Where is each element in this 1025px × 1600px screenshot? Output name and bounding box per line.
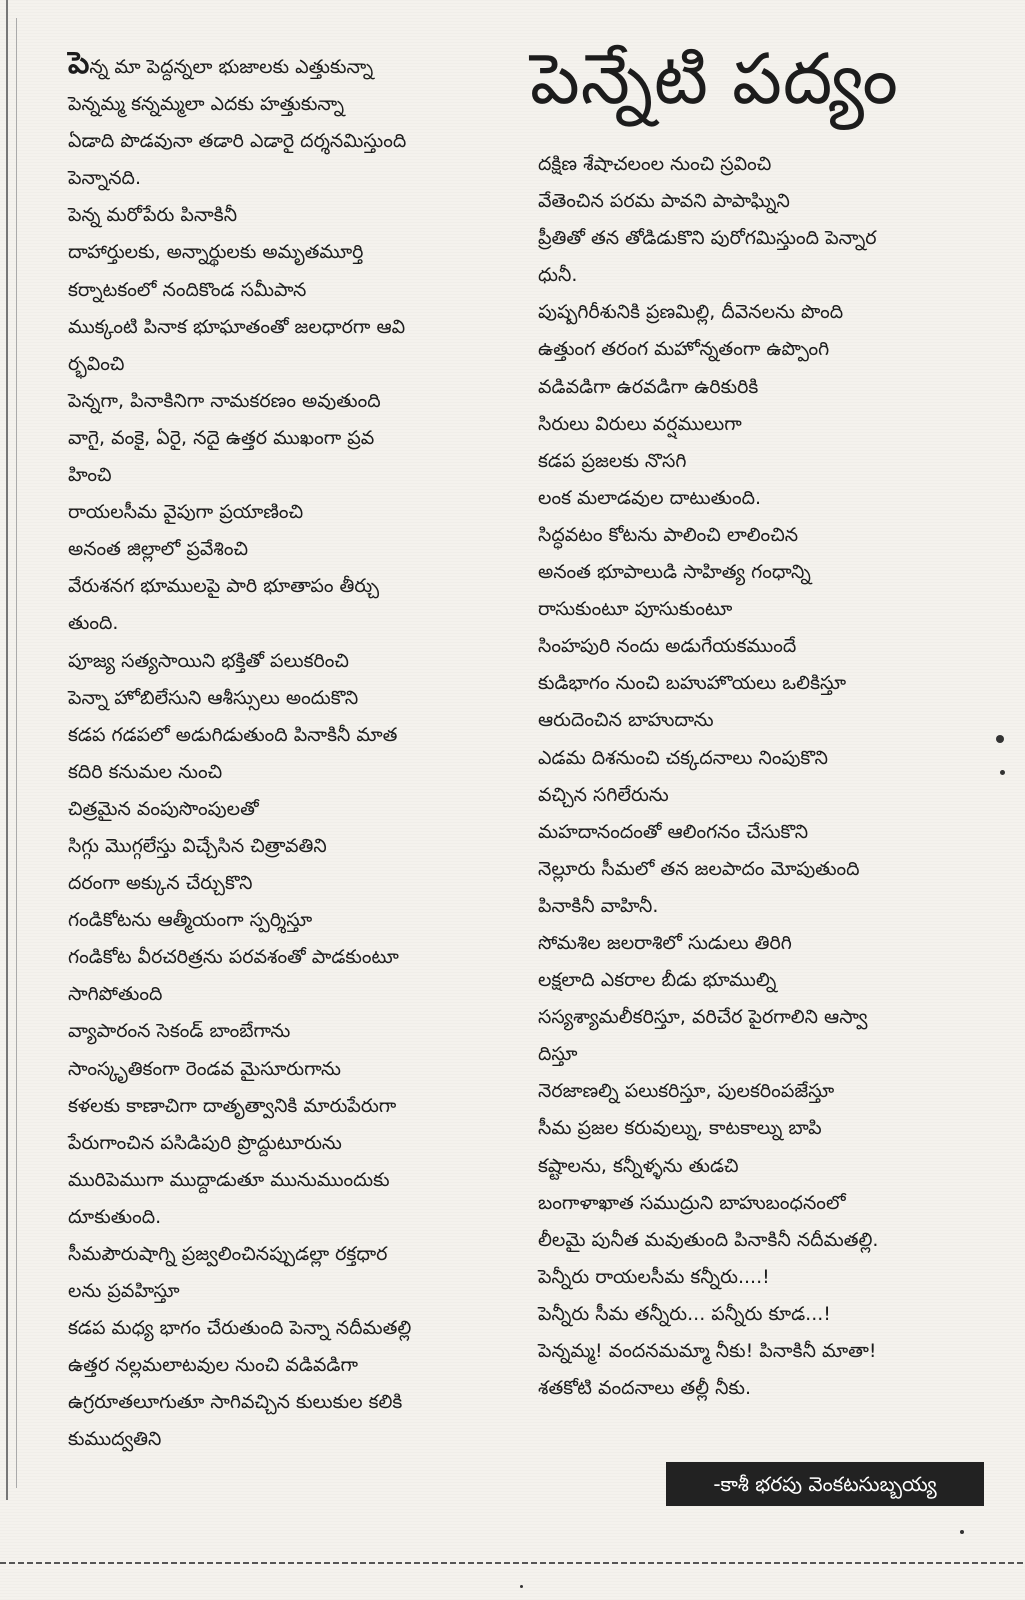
poem-line: సాంస్కృతికంగా రెండవ మైసూరుగాను	[68, 1057, 341, 1080]
poem-line: పెన్నమ్మ కన్నమ్మలా ఎదకు హత్తుకున్నా	[68, 93, 345, 116]
poem-line: పినాకినీ వాహినీ.	[538, 894, 659, 917]
poem-line: వేతెంచిన పరమ పావని పాపాఘ్నిని	[538, 190, 790, 213]
poem-line: కళలకు కాణాచిగా దాతృత్వానికి మారుపేరుగా	[68, 1094, 397, 1117]
poem-line: పెన్నా హోబిలేసుని ఆశీస్సులు అందుకొని	[68, 686, 359, 709]
poem-line: ఉత్తుంగ తరంగ మహోన్నతంగా ఉప్పొంగి	[538, 338, 830, 361]
poem-line: పెన్నీరు రాయలసీమ కన్నీరు....!	[538, 1265, 770, 1288]
poem-line: వ్యాపారంన సెకండ్ బాంబేగాను	[68, 1020, 291, 1043]
poem-line: ఏడాది పొడవునా తడారి ఎడారై దర్శనమిస్తుంది	[68, 130, 407, 153]
poem-line: హించి	[68, 464, 112, 487]
poem-line: తుంది.	[68, 612, 119, 635]
poem-line: ఎడమ దిశనుంచి చక్కదనాలు నింపుకొని	[538, 746, 828, 769]
poem-line: సాగిపోతుంది	[68, 983, 163, 1006]
poem-line: ర్భవించి	[68, 352, 125, 375]
print-speck	[996, 735, 1004, 743]
article-title: పెన్నేటి పద్యం	[530, 38, 899, 120]
poem-line: కడప మధ్య భాగం చేరుతుంది పెన్నా నదీమతల్లి	[68, 1317, 412, 1340]
poem-line: సస్యశ్యామలీకరిస్తూ, వరిచేర పైరగాలిని ఆస్వా	[538, 1006, 868, 1029]
poem-first-line	[68, 45, 518, 86]
poem-line: సీమపౌరుషాగ్ని ప్రజ్వలించినప్పుడల్లా రక్తధార	[68, 1243, 388, 1265]
poem-line: లంక మలాడవుల దాటుతుంది.	[538, 486, 762, 509]
poem-line: శతకోటి వందనాలు తల్లీ నీకు.	[538, 1377, 752, 1400]
poem-line: ధునీ.	[538, 264, 578, 287]
poem-line: బంగాళాఖాత సముద్రుని బాహుబంధనంలో	[538, 1191, 846, 1214]
poem-line: కుముద్వతిని	[68, 1428, 162, 1451]
poem-line: ఉగ్రరూతలూగుతూ సాగివచ్చిన కులుకుల కలికి	[68, 1391, 403, 1414]
poem-line: పూజ్య సత్యసాయిని భక్తితో పలుకరించి	[68, 649, 349, 672]
poem-line: పేరుగాంచిన పసిడిపురి ప్రొద్దుటూరును	[68, 1131, 342, 1154]
poem-line: కుడిభాగం నుంచి బహుహొయలు ఒలికిస్తూ	[538, 672, 847, 695]
poem-line: పెన్న మరోపేరు పినాకినీ	[68, 204, 238, 227]
poem-line: దక్షిణ శేషాచలంల నుంచి స్రవించి	[538, 153, 772, 175]
bottom-divider	[0, 1562, 1025, 1564]
poem-line: కర్నాటకంలో నందికొండ సమీపాన	[68, 278, 307, 301]
poem-line: లీలమై పునీత మవుతుంది పినాకినీ నదీమతల్లి.	[538, 1228, 879, 1251]
poem-line: ఉత్తర నల్లమలాటవుల నుంచి వడివడిగా	[68, 1354, 358, 1377]
drop-cap: పె	[68, 46, 90, 81]
poem-line: రాయలసీమ వైపుగా ప్రయాణించి	[68, 501, 304, 524]
poem-line: వాగై, వంకై, ఏరై, నదై ఉత్తర ముఖంగా ప్రవ	[68, 426, 375, 449]
poem-lines-right	[538, 146, 988, 1407]
poem-line: వడివడిగా ఉరవడిగా ఉరికురికి	[538, 375, 759, 398]
poem-line: పెన్నగా, పినాకినిగా నామకరణం అవుతుంది	[68, 389, 381, 412]
poem-line: లను ప్రవహిస్తూ	[68, 1280, 180, 1303]
poem-line: సిరులు విరులు వర్షములుగా	[538, 412, 742, 435]
poem-line: కదిరి కనుమల నుంచి	[68, 760, 223, 783]
poem-line: ముక్కంటి పినాక భూఘాతంతో జలధారగా ఆవి	[68, 315, 406, 338]
column-rule-inner	[16, 18, 17, 1488]
poem-line: దరంగా అక్కున చేర్చుకొని	[68, 872, 253, 895]
poem-line: నెరజాణల్ని పలుకరిస్తూ, పులకరింపజేస్తూ	[538, 1080, 835, 1103]
poem-line: మురిపెముగా ముద్దాడుతూ మునుముందుకు	[68, 1168, 390, 1191]
poem-line: గండికోటను ఆత్మీయంగా స్పర్శిస్తూ	[68, 909, 313, 932]
poem-line: పెన్నానది.	[68, 167, 141, 190]
poem-line: రాసుకుంటూ పూసుకుంటూ	[538, 598, 733, 621]
poem-column-left	[68, 45, 518, 1459]
poem-line: సింహపురి నందు అడుగేయకముందే	[538, 635, 797, 658]
poem-line: ప్రీతితో తన తోడిడుకొని పురోగమిస్తుంది పెన్నార	[538, 227, 877, 250]
poem-line: నెల్లూరు సీమలో తన జలపాదం మోపుతుంది	[538, 857, 860, 880]
poem-line: సీమ ప్రజల కరువుల్ను, కాటకాల్ను బాపి	[538, 1117, 822, 1140]
poem-line: సిద్ధవటం కోటను పాలించి లాలించిన	[538, 523, 799, 546]
poem-line: దాహార్తులకు, అన్నార్థులకు అమృతమూర్తి	[68, 241, 364, 264]
poem-line: సిగ్గు మొగ్గలేస్తు విచ్చేసిన చిత్రావతిని	[68, 834, 327, 857]
poem-line: దిస్తూ	[538, 1043, 578, 1066]
poem-line: వేరుశనగ భూములపై పారి భూతాపం తీర్చు	[68, 575, 380, 598]
poem-line: వచ్చిన సగిలేరును	[538, 783, 669, 806]
poem-line: కడప గడపలో అడుగిడుతుంది పినాకినీ మాత	[68, 723, 398, 746]
poem-lines-left	[68, 86, 518, 1458]
poem-line: లక్షలాది ఎకరాల బీడు భూముల్ని	[538, 969, 777, 992]
poem-line: ఆరుదెంచిన బాహుదాను	[538, 709, 714, 732]
poem-line: పెన్నీరు సీమ తన్నీరు... పన్నీరు కూడ...!	[538, 1302, 831, 1325]
poem-line: పుష్పగిరీశునికి ప్రణమిల్లి, దీవెనలను పొంది	[538, 301, 844, 324]
print-speck	[520, 1585, 523, 1588]
print-speck	[1000, 770, 1005, 775]
poem-line: పెన్నమ్మ! వందనమమ్మా నీకు! పినాకినీ మాతా!	[538, 1340, 877, 1362]
poem-line: గండికోట వీరచరిత్రను పరవశంతో పాడకుంటూ	[68, 946, 399, 969]
author-byline: -కాశీ భరపు వెంకటసుబ్బయ్య	[666, 1462, 984, 1506]
poem-line: కష్టాలను, కన్నీళ్ళను తుడచి	[538, 1154, 739, 1177]
poem-line: దూకుతుంది.	[68, 1205, 162, 1228]
poem-column-right	[538, 146, 988, 1407]
poem-line: అనంత జిల్లాలో ప్రవేశించి	[68, 538, 249, 561]
poem-line: కడప ప్రజలకు నొసగి	[538, 449, 687, 472]
poem-line: చిత్రమైన వంపుసొంపులతో	[68, 797, 259, 820]
column-rule	[6, 0, 8, 1500]
print-speck	[960, 1530, 964, 1534]
poem-line: అనంత భూపాలుడి సాహిత్య గంధాన్ని	[538, 561, 811, 584]
poem-line: సోమశిల జలరాశిలో సుడులు తిరిగి	[538, 931, 792, 954]
poem-line: మహదానందంతో ఆలింగనం చేసుకొని	[538, 820, 809, 843]
poem-line: న్న మా పెద్దన్నలా భుజాలకు ఎత్తుకున్నా	[89, 56, 374, 78]
